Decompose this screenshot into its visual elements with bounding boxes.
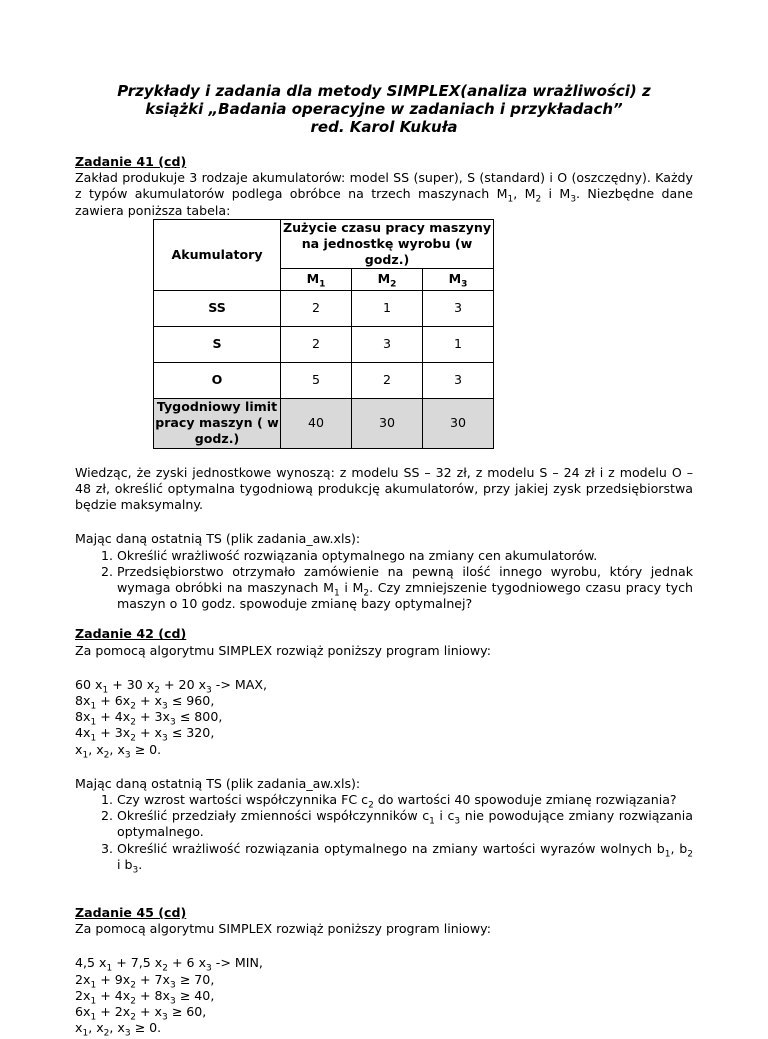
section-zadanie-41 [75, 154, 693, 612]
non-negativity: $x_1$, $x_2$, $x_3 \ge 0$. [75, 1020, 162, 1039]
intro-paragraph: Za pomocą algorytmu SIMPLEX rozwiąż poniższy program liniowy: [75, 642, 491, 658]
list-item: 2. Przedsiębiorstwo otrzymało zamówienie na pewną ilość innego wyrobu, który jednak wymaga obróbki na maszynach $M_1$ i $M_2$. Czy zmniejszenie tygodniowego czasu pracy tych maszyn o 10 godz. spowoduje zmianę bazy optymalnej? [117, 564, 693, 613]
question-list [75, 792, 693, 876]
constraint: $8x_1 + 6x_2 + x_3 \le 960$, [75, 693, 215, 712]
non-negativity: $x_1$, $x_2$, $x_3 \ge 0$. [75, 741, 162, 761]
intro-paragraph: Za pomocą algorytmu SIMPLEX rozwiąż poniższy program liniowy: [75, 921, 491, 937]
section-heading: Zadanie 42 (cd) [75, 626, 187, 642]
group-header: Zużycie czasu pracy maszyny na jednostkę wyrobu (w godz.) [281, 219, 494, 268]
profit-paragraph: Wiedząc, że zyski jednostkowe wynoszą: z modelu SS – 32 zł, z modelu S – 24 zł i z modelu O – 48 zł, określić optymalna tygodniową produkcję akumulatorów, przy jakiej zysk przedsiębiorstwa będzie maksymalny. [75, 464, 693, 513]
constraint: $2x_1 + 9x_2 + 7x_3 \ge 70$, [75, 971, 215, 991]
title-line-3: red. Karol Kukuła [310, 118, 458, 136]
document-page [75, 82, 693, 1037]
constraint: $2x_1 + 4x_2 + 8x_3 \ge 40$, [75, 987, 215, 1007]
list-item: 1. Czy wzrost wartości współczynnika FC $c_2$ do wartości 40 spowoduje zmianę rozwiązania? [117, 792, 693, 808]
header-m2: $M_2$ [352, 268, 423, 290]
table-row-limit: Tygodniowy limit pracy maszyn ( w godz.) 40 30 30 [154, 398, 494, 448]
table-row: O 5 2 3 [154, 362, 494, 398]
list-item: 2. Określić przedziały zmienności współczynników $c_1$ i $c_3$ nie powodujące zmiany rozwiązania optymalnego. [117, 808, 693, 840]
constraint: $4x_1 + 3x_2 + x_3 \le 320$, [75, 725, 215, 744]
section-heading: Zadanie 41 (cd) [75, 154, 187, 169]
document-title [75, 82, 693, 136]
list-item: 3. Określić wrażliwość rozwiązania optymalnego na zmiany wartości wyrazów wolnych $b_1$, $b_2$ i $b_3$. [117, 841, 693, 873]
ts-line: Mając daną ostatnią TS (plik zadania_aw.xls): [75, 775, 361, 791]
title-line-2: książki „Badania operacyjne w zadaniach i przykładach” [145, 100, 623, 118]
table-row: SS 2 1 3 [154, 290, 494, 326]
intro-paragraph: Zakład produkuje 3 rodzaje akumulatorów: model SS (super), S (standard) i O (oszczędny). Każdy z typów akumulatorów podlega obróbce na trzech maszynach $M_1$, $M_2$ i $M_3$. Niezbędne dane zawiera poniższa tabela: [75, 170, 693, 218]
linear-program [75, 955, 693, 1039]
constraint: $6x_1 + 2x_2 + x_3 \ge 60$, [75, 1004, 207, 1023]
col-header-akumulatory: Akumulatory [154, 219, 281, 290]
section-zadanie-45 [75, 905, 693, 1039]
header-m3: $M_3$ [423, 268, 494, 290]
question-list [75, 548, 693, 613]
ts-line: Mając daną ostatnią TS (plik zadania_aw.xls): [75, 531, 361, 547]
table-row: S 2 3 1 [154, 326, 494, 362]
constraint: $8x_1 + 4x_2 + 3x_3 \le 800$, [75, 709, 223, 728]
objective-function: 4,5 $x_1 + 7,5$ $x_2 + 6$ $x_3$ -> MIN, [75, 955, 263, 974]
objective-function: 60 $x_1 + 30$ $x_2 + 20$ $x_3$ -> MAX, [75, 676, 267, 696]
header-m1: $M_1$ [281, 268, 352, 290]
title-line-1: Przykłady i zadania dla metody SIMPLEX(analiza wrażliwości) z [117, 82, 651, 100]
machine-time-table [153, 219, 494, 449]
linear-program [75, 676, 693, 761]
section-zadanie-42 [75, 626, 693, 876]
list-item: 1. Określić wrażliwość rozwiązania optymalnego na zmiany cen akumulatorów. [117, 548, 693, 564]
section-heading: Zadanie 45 (cd) [75, 905, 187, 921]
